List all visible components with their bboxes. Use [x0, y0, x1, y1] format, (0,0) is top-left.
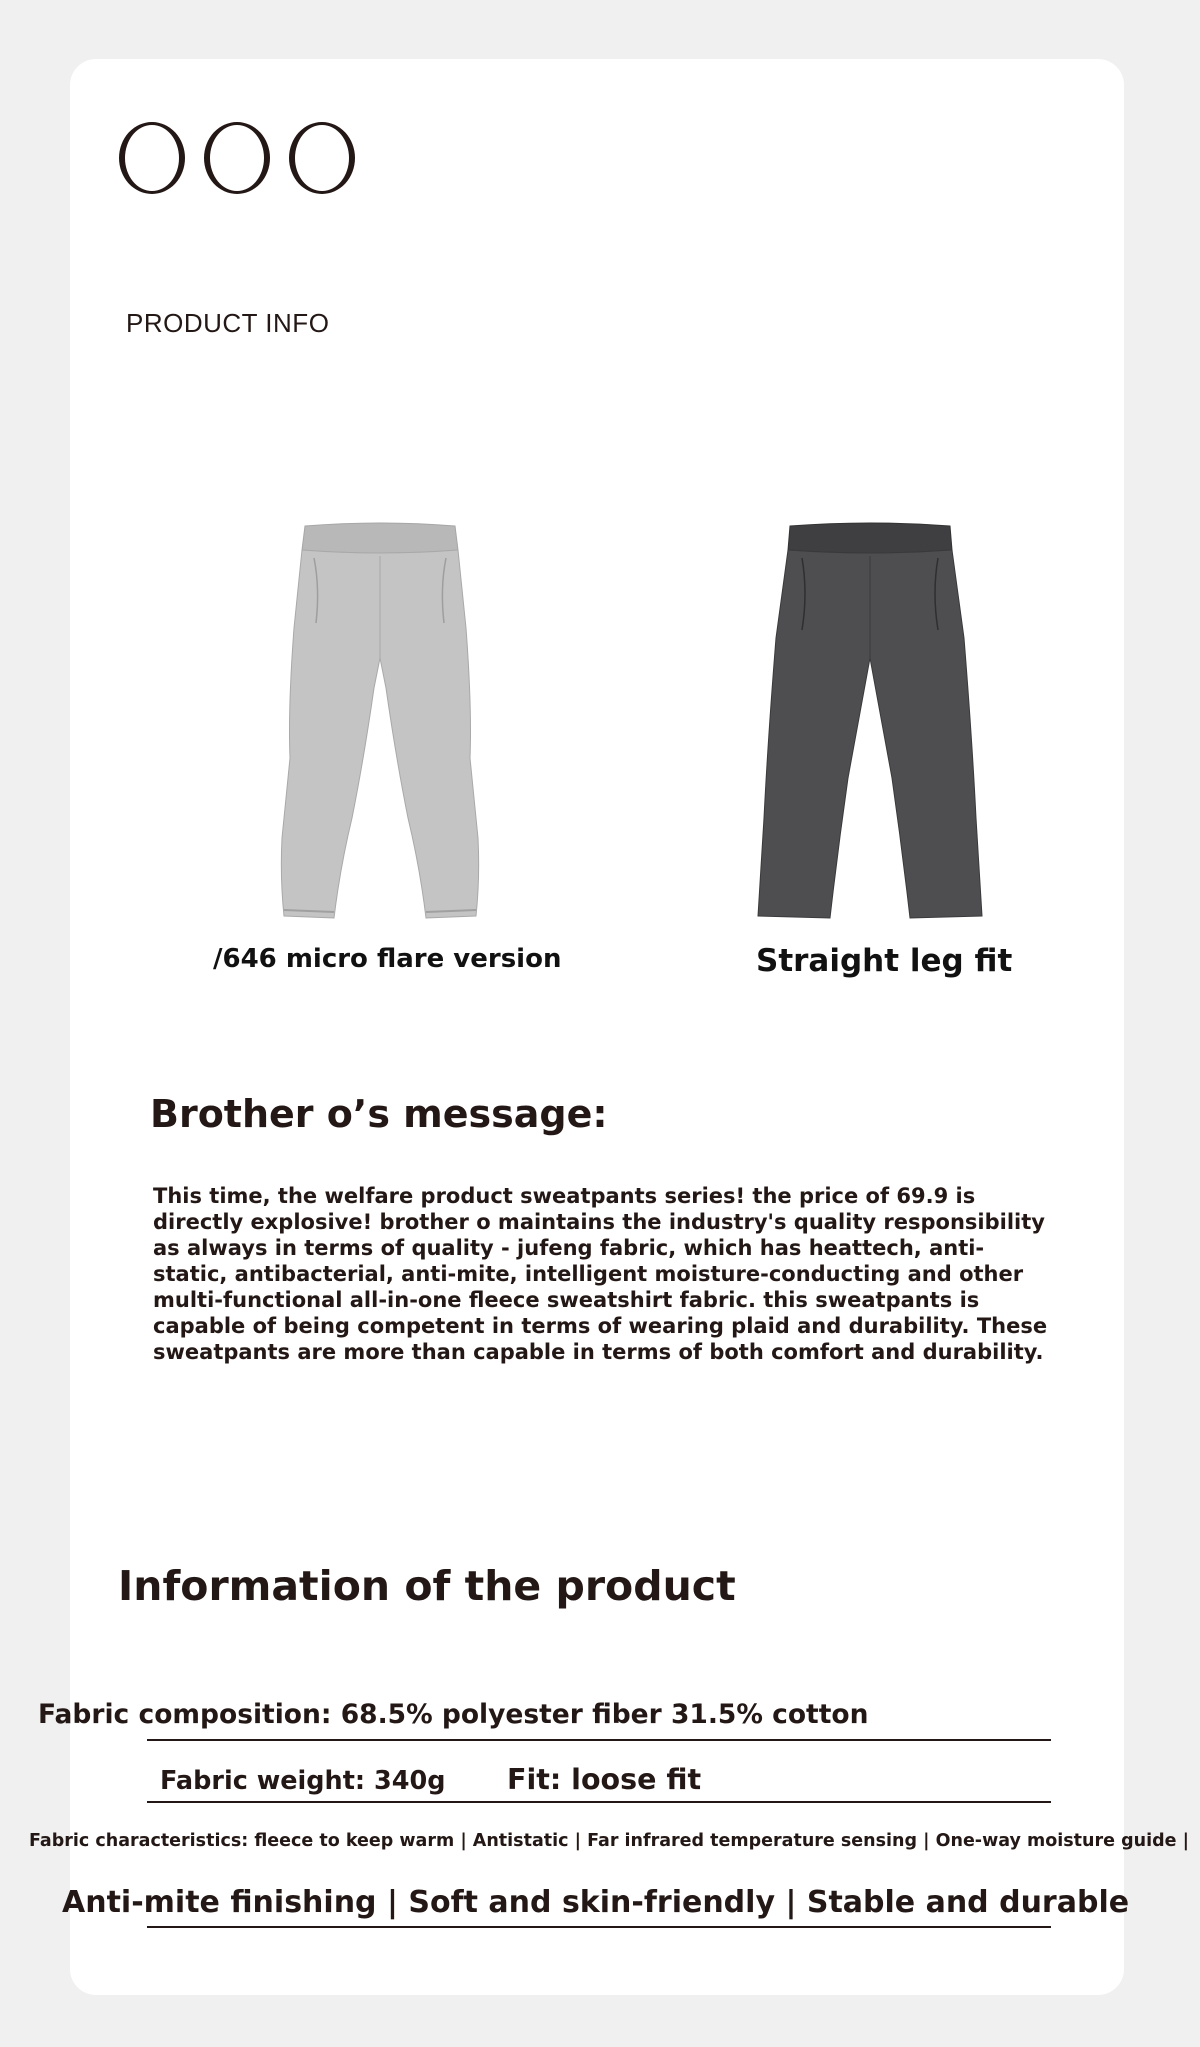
product-caption-straight: Straight leg fit	[756, 943, 1013, 979]
message-body: This time, the welfare product sweatpants series! the price of 69.9 is directly explosive! brother o maintains the industry's quality responsibility as always in terms of quality - jufeng fabric, which has heattech, anti-static, antibacterial, anti-mite, intelligent moisture-conducting and other multi-functional all-in-one fleece sweatshirt fabric. this sweatpants is capable of being competent in terms of wearing plaid and durability. These sweatpants are more than capable in terms of both comfort and durability.	[153, 1184, 1048, 1364]
fabric-weight: Fabric weight: 340g	[160, 1766, 446, 1796]
fabric-finishing: Anti-mite finishing | Soft and skin-friendly | Stable and durable	[62, 1885, 1130, 1920]
product-image-straight	[720, 518, 1020, 928]
sweatpants-gray-illustration	[230, 518, 530, 928]
fabric-characteristics: Fabric characteristics: fleece to keep warm | Antistatic | Far infrared temperature sensing | One-way moisture guide |	[29, 1831, 1189, 1851]
sweatpants-charcoal-illustration	[720, 518, 1020, 928]
logo-ring	[204, 122, 270, 194]
logo-ring	[289, 122, 355, 194]
info-title: Information of the product	[118, 1562, 736, 1610]
section-label: PRODUCT INFO	[126, 308, 330, 338]
logo-ring	[119, 122, 185, 194]
divider	[147, 1739, 1051, 1741]
fit-type: Fit: loose fit	[507, 1763, 702, 1796]
message-title: Brother o’s message:	[150, 1092, 608, 1136]
product-image-flare	[230, 518, 530, 928]
brand-logo	[119, 122, 355, 194]
divider	[147, 1801, 1051, 1803]
fabric-composition: Fabric composition: 68.5% polyester fiber 31.5% cotton	[38, 1699, 869, 1730]
divider	[147, 1926, 1051, 1928]
product-caption-flare: /646 micro flare version	[213, 944, 562, 974]
